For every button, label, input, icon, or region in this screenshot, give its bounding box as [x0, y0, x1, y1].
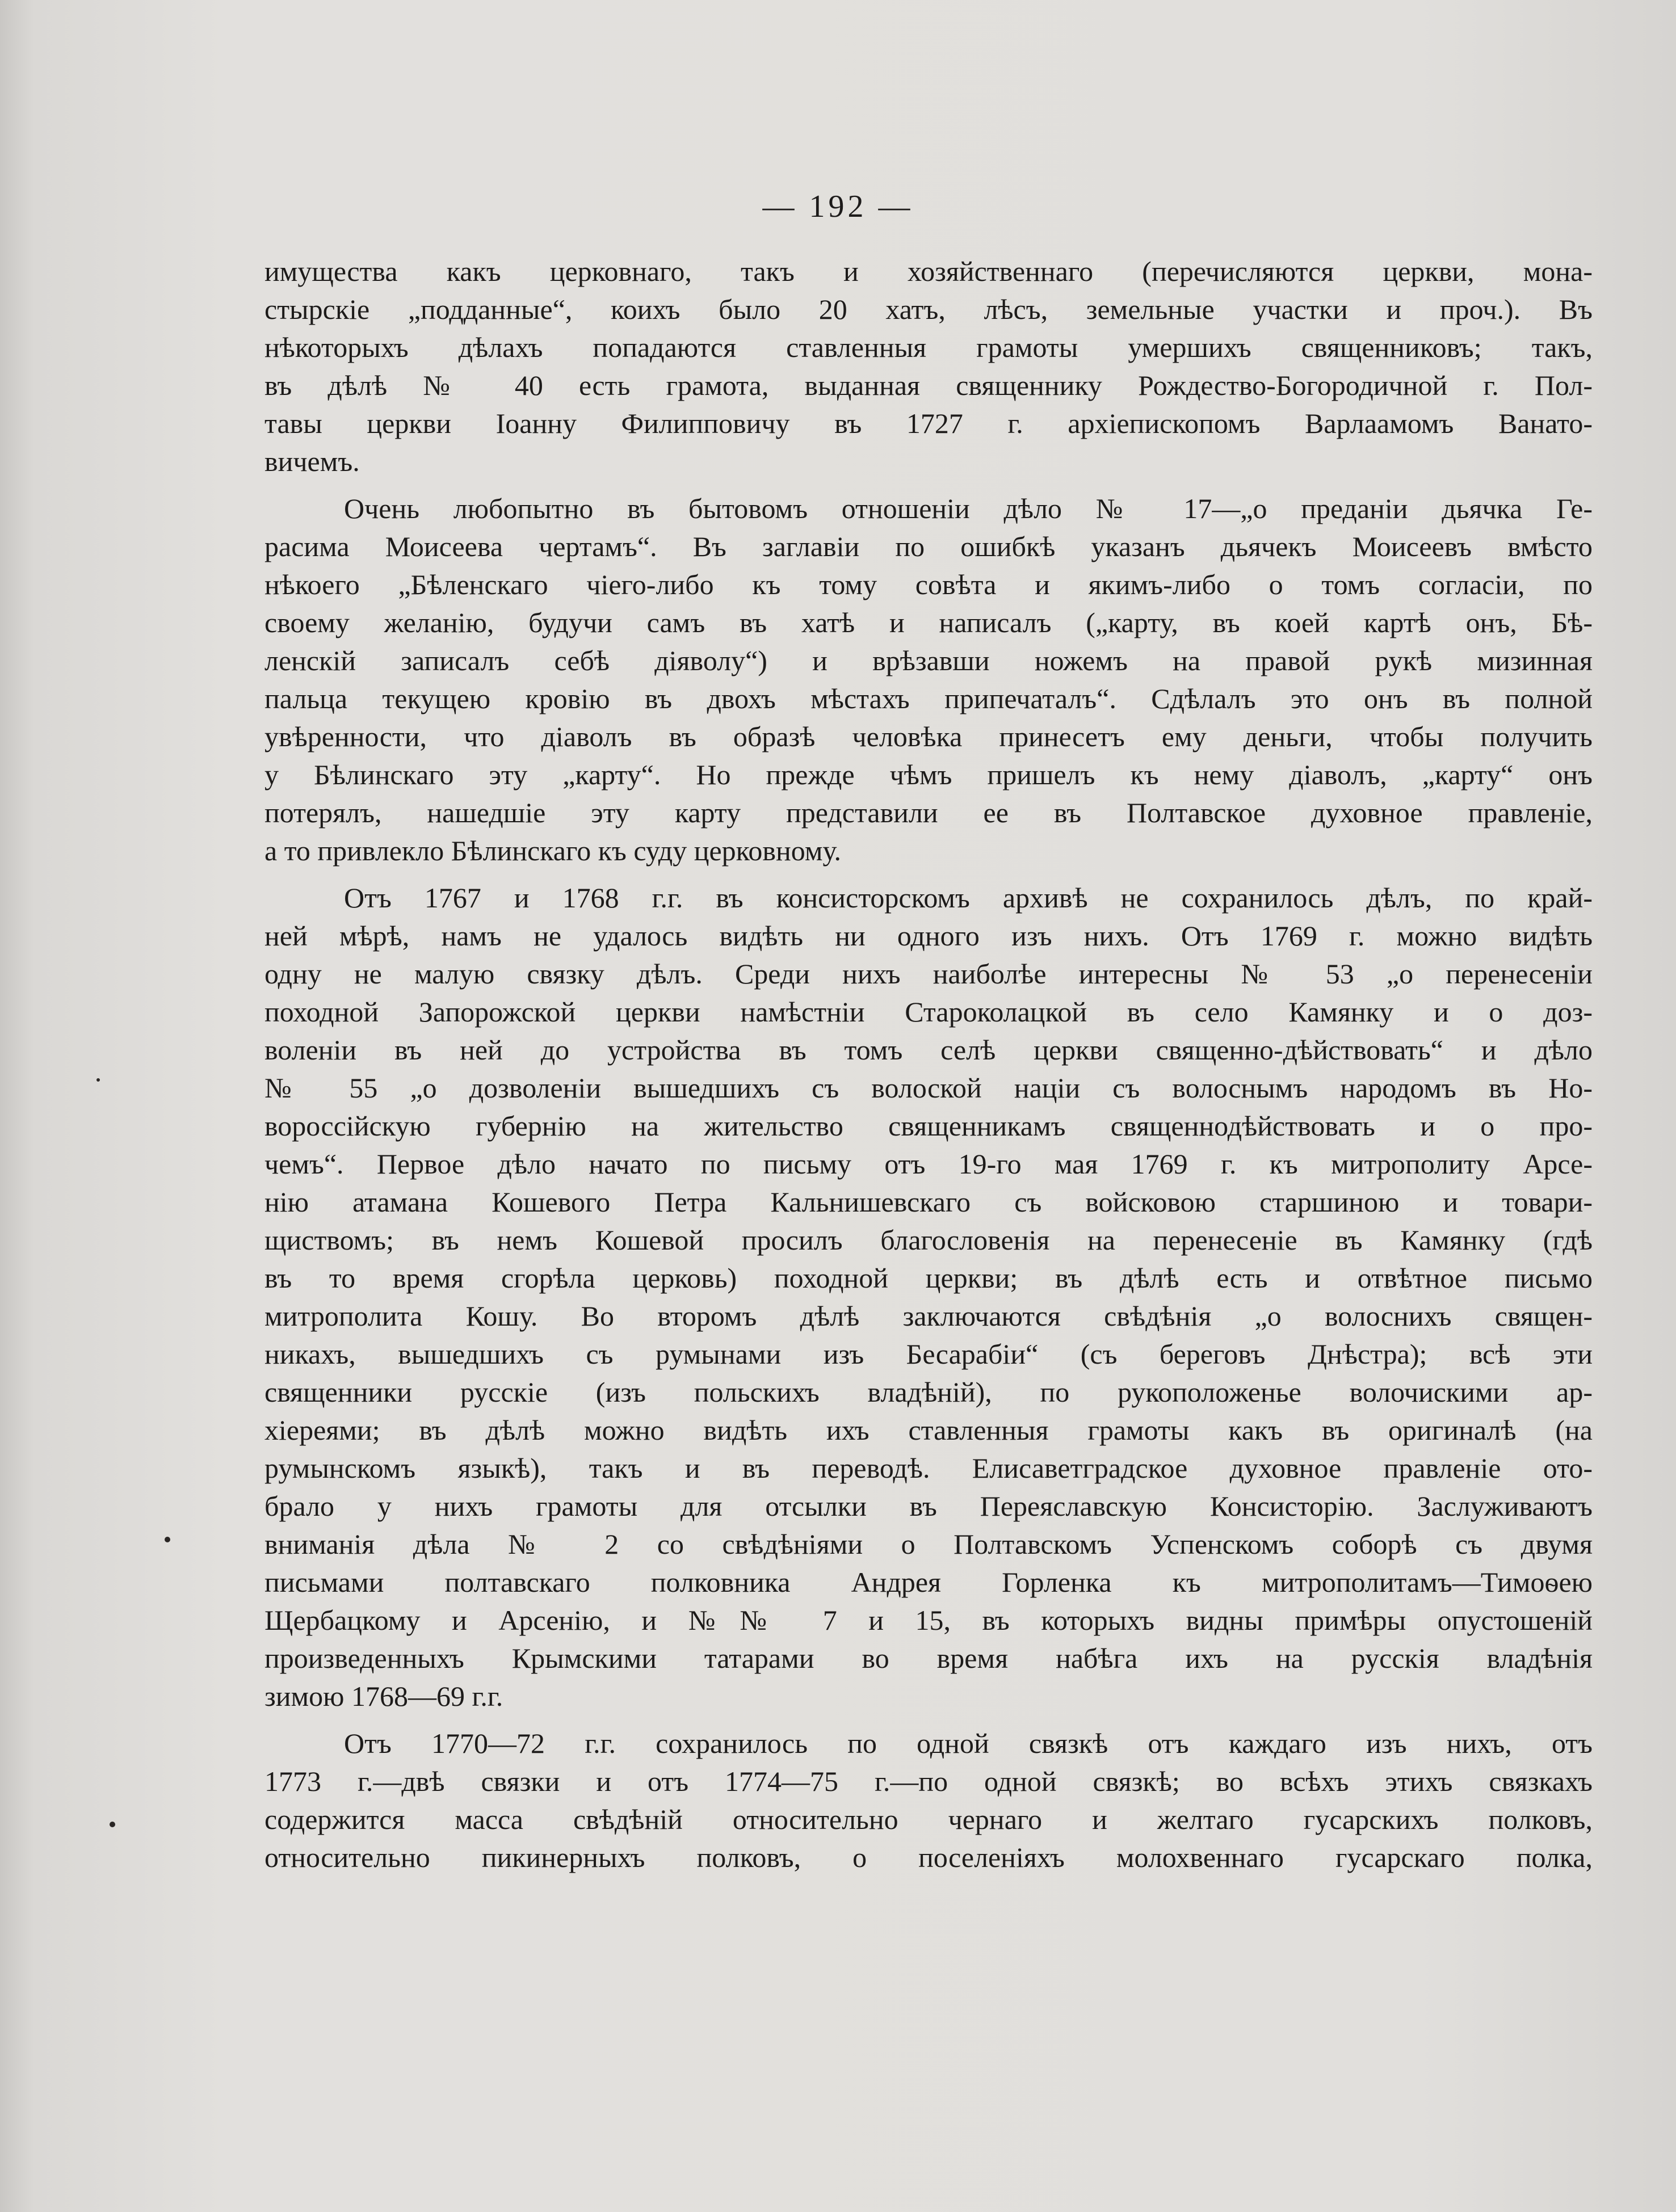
text-line: въ то время сгорѣла церковь) походной церкви; въ дѣлѣ есть и отвѣтное письмо	[264, 1262, 1593, 1294]
paragraph-4	[264, 1725, 1593, 1877]
ink-speck	[110, 1822, 115, 1827]
text-line: въ дѣлѣ № 40 есть грамота, выданная священнику Рождество-Богородичной г. Пол-	[264, 369, 1593, 401]
text-line: Отъ 1767 и 1768 г.г. въ консисторскомъ архивѣ не сохранилось дѣлъ, по край-	[344, 882, 1593, 914]
text-line: Щербацкому и Арсенію, и №№ 7 и 15, въ которыхъ видны примѣры опустошеній	[264, 1604, 1593, 1636]
text-line: священники русскіе (изъ польскихъ владѣній), по рукоположенье волочискими ар-	[264, 1376, 1593, 1408]
text-line: вниманія дѣла № 2 со свѣдѣніями о Полтавскомъ Успенскомъ соборѣ съ двумя	[264, 1528, 1593, 1560]
text-line: своему желанію, будучи самъ въ хатѣ и написалъ („карту, въ коей картѣ онъ, Бѣ-	[264, 607, 1593, 638]
ink-speck	[165, 1537, 170, 1542]
text-line: увѣренности, что діаволъ въ образѣ человѣка принесетъ ему деньги, чтобы получить	[264, 721, 1593, 752]
text-line: воленіи въ ней до устройства въ томъ селѣ церкви священно-дѣйствовать“ и дѣло	[264, 1034, 1593, 1066]
text-line: румынскомъ языкѣ), такъ и въ переводѣ. Елисаветградское духовное правленіе ото-	[264, 1452, 1593, 1484]
text-line: расима Моисеева чертамъ“. Въ заглавіи по ошибкѣ указанъ дьячекъ Моисеевъ вмѣсто	[264, 531, 1593, 562]
text-line: потерялъ, нашедшіе эту карту представили ее въ Полтавское духовное правленіе,	[264, 797, 1593, 829]
text-line: никахъ, вышедшихъ съ румынами изъ Бесарабіи“ (съ береговъ Днѣстра); всѣ эти	[264, 1338, 1593, 1370]
text-line: а то привлекло Бѣлинскаго къ суду церковному.	[264, 835, 841, 867]
text-line: вороссійскую губернію на жительство священникамъ священнодѣйствовать и о про-	[264, 1110, 1593, 1142]
text-line: щиствомъ; въ немъ Кошевой просилъ благословенія на перенесеніе въ Камянку (гдѣ	[264, 1224, 1593, 1256]
text-line: тавы церкви Іоанну Филипповичу въ 1727 г. архіепископомъ Варлаамомъ Ванато-	[264, 407, 1593, 439]
text-line: письмами полтавскаго полковника Андрея Горленка къ митрополитамъ—Тимоѳею	[264, 1566, 1593, 1598]
text-line: чемъ“. Первое дѣло начато по письму отъ 19-го мая 1769 г. къ митрополиту Арсе-	[264, 1148, 1593, 1180]
text-line: нѣкоего „Бѣленскаго чіего-либо къ тому совѣта и якимъ-либо о томъ согласіи, по	[264, 569, 1593, 600]
paragraph-1	[264, 253, 1593, 481]
text-line: нѣкоторыхъ дѣлахъ попадаются ставленныя грамоты умершихъ священниковъ; такъ,	[264, 331, 1593, 363]
ink-speck	[96, 1078, 100, 1082]
paragraph-2	[264, 490, 1593, 870]
text-line: содержится масса свѣдѣній относительно чернаго и желтаго гусарскихъ полковъ,	[264, 1803, 1593, 1835]
text-line: походной Запорожской церкви намѣстніи Староколацкой въ село Камянку и о доз-	[264, 996, 1593, 1028]
text-line: у Бѣлинскаго эту „карту“. Но прежде чѣмъ пришелъ къ нему діаволъ, „карту“ онъ	[264, 759, 1593, 790]
body-text	[264, 253, 1593, 1886]
text-line: нію атамана Кошевого Петра Кальнишевскаго съ войсковою старшиною и товари-	[264, 1186, 1593, 1218]
text-line: митрополита Кошу. Во второмъ дѣлѣ заключаются свѣдѣнія „о волоснихъ священ-	[264, 1300, 1593, 1332]
text-line: имущества какъ церковнаго, такъ и хозяйственнаго (перечисляются церкви, мона-	[264, 255, 1593, 287]
text-line: одну не малую связку дѣлъ. Среди нихъ наиболѣе интересны № 53 „о перенесеніи	[264, 958, 1593, 990]
text-line: вичемъ.	[264, 445, 360, 477]
text-line: пальца текущею кровію въ двохъ мѣстахъ припечаталъ“. Сдѣлалъ это онъ въ полной	[264, 683, 1593, 714]
text-line: Очень любопытно въ бытовомъ отношеніи дѣло № 17—„о преданіи дьячка Ге-	[344, 493, 1593, 524]
paragraph-3	[264, 879, 1593, 1715]
text-line: стырскіе „подданные“, коихъ было 20 хатъ, лѣсъ, земельные участки и проч.). Въ	[264, 293, 1593, 325]
text-line: произведенныхъ Крымскими татарами во время набѣга ихъ на русскія владѣнія	[264, 1642, 1593, 1674]
text-line: ленскій записалъ себѣ діяволу“) и врѣзавши ножемъ на правой рукѣ мизинная	[264, 645, 1593, 676]
text-line: зимою 1768—69 г.г.	[264, 1680, 503, 1712]
text-line: Отъ 1770—72 г.г. сохранилось по одной связкѣ отъ каждаго изъ нихъ, отъ	[344, 1727, 1593, 1759]
text-line: брало у нихъ грамоты для отсылки въ Переяславскую Консисторію. Заслуживаютъ	[264, 1490, 1593, 1522]
text-line: 1773 г.—двѣ связки и отъ 1774—75 г.—по одной связкѣ; во всѣхъ этихъ связкахъ	[264, 1765, 1593, 1797]
text-line: хіереями; въ дѣлѣ можно видѣть ихъ ставленныя грамоты какъ въ оригиналѣ (на	[264, 1414, 1593, 1446]
text-line: ней мѣрѣ, намъ не удалось видѣть ни одного изъ нихъ. Отъ 1769 г. можно видѣть	[264, 920, 1593, 952]
page-number: — 192 —	[762, 189, 914, 224]
text-line: № 55 „о дозволеніи вышедшихъ съ волоской націи съ волоснымъ народомъ въ Но-	[264, 1072, 1593, 1104]
text-line: относительно пикинерныхъ полковъ, о поселеніяхъ молохвеннаго гусарскаго полка,	[264, 1841, 1593, 1873]
